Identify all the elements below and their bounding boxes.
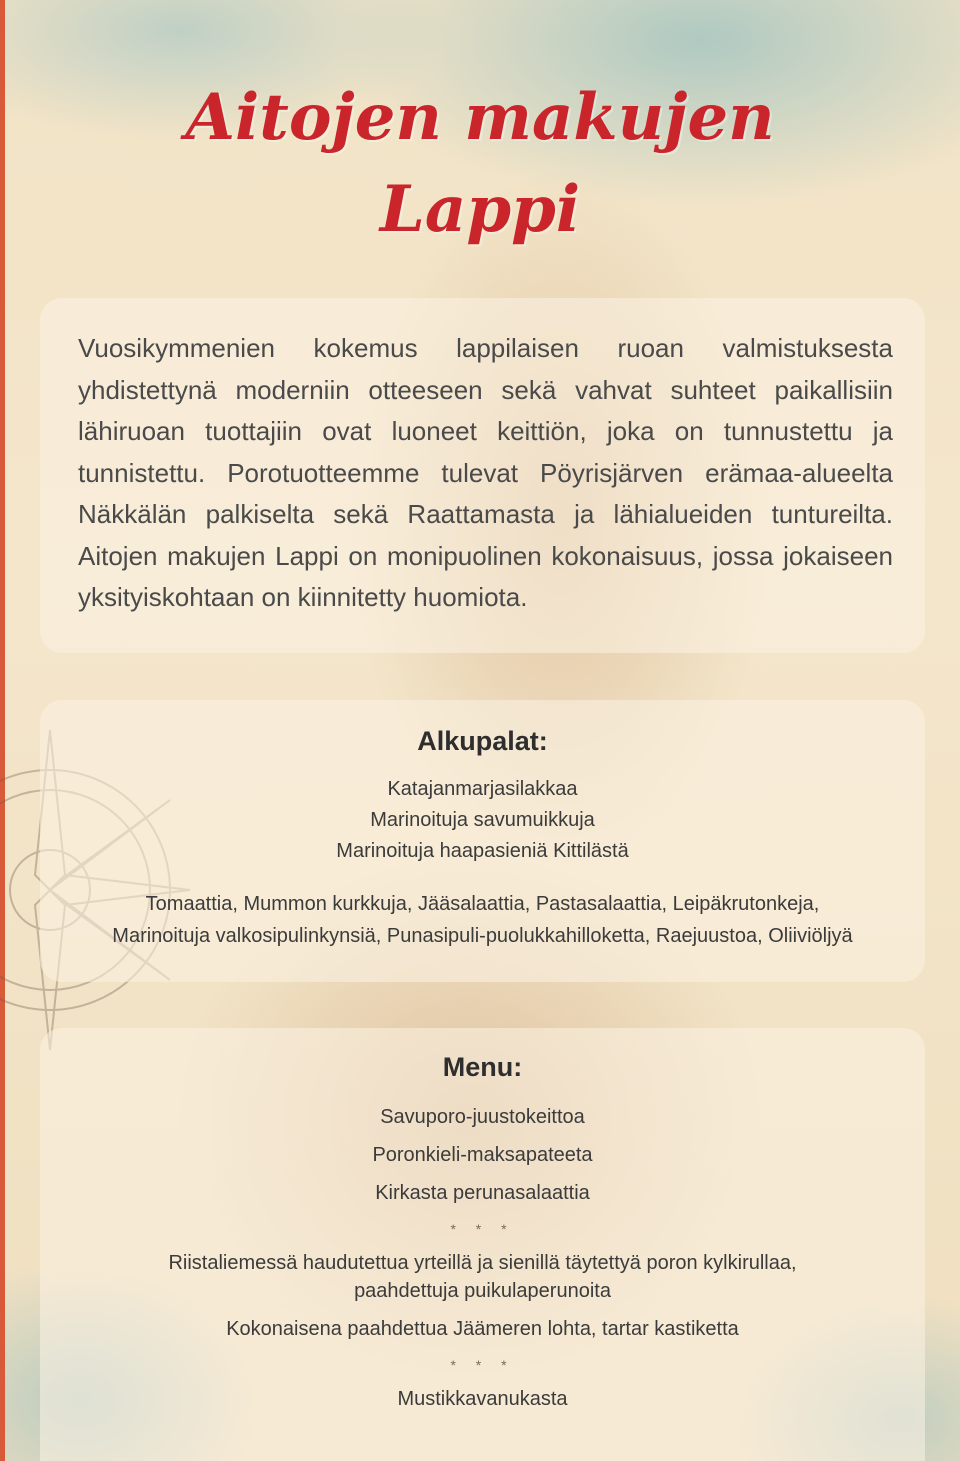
starter-extras-line-1: Tomaattia, Mummon kurkkuja, Jääsalaattia, Pastasalaattia, Leipäkrutonkeja, xyxy=(145,893,820,915)
menu-item: Kirkasta perunasalaattia xyxy=(375,1182,590,1204)
page-title xyxy=(0,72,960,256)
dessert-item: Mustikkavanukasta xyxy=(397,1388,568,1410)
separator-stars: * * * xyxy=(450,1221,515,1237)
starter-item: Marinoituja savumuikkuja xyxy=(370,809,595,831)
title-line-1: Aitojen makujen xyxy=(185,80,775,155)
starter-item: Marinoituja haapasieniä Kittilästä xyxy=(336,840,629,862)
starter-extras-line-2: Marinoituja valkosipulinkynsiä, Punasipuli-puolukkahilloketta, Raejuustoa, Oliiviöljyä xyxy=(112,925,853,947)
menu-item: Savuporo-juustokeittoa xyxy=(380,1106,585,1128)
intro-panel xyxy=(40,298,925,653)
menu-heading: Menu: xyxy=(442,1052,523,1082)
starter-item: Katajanmarjasilakkaa xyxy=(387,778,578,800)
menu-item: Poronkieli-maksapateeta xyxy=(372,1144,593,1166)
intro-text: Vuosikymmenien kokemus lappilaisen ruoan valmistuksesta yhdistettynä moderniin otteeseen sekä vahvat suhteet paikallisiin lähiruoan tuottajiin ovat luoneet keittiön, joka on tunnustettu ja tunnistettu. Porotuotteemme tulevat Pöyrisjärven erämaa-alueelta Näkkälän palkiselta sekä Raattamasta ja lähialueiden tuntureilta. Aitojen makujen Lappi on monipuolinen kokonaisuus, jossa jokaiseen yksityiskohtaan on kiinnitetty huomiota. xyxy=(78,333,893,612)
starters-panel xyxy=(40,700,925,982)
main-menu-panel xyxy=(40,1028,925,1461)
separator-stars: * * * xyxy=(450,1357,515,1373)
main-course-line-2: paahdettuja puikulaperunoita xyxy=(354,1280,611,1302)
title-line-2: Lappi xyxy=(379,172,581,247)
main-course-fish: Kokonaisena paahdettua Jäämeren lohta, tartar kastiketta xyxy=(226,1318,739,1340)
starters-heading: Alkupalat: xyxy=(417,726,548,756)
main-course-line-1: Riistaliemessä haudutettua yrteillä ja sienillä täytettyä poron kylkirullaa, xyxy=(168,1252,797,1274)
